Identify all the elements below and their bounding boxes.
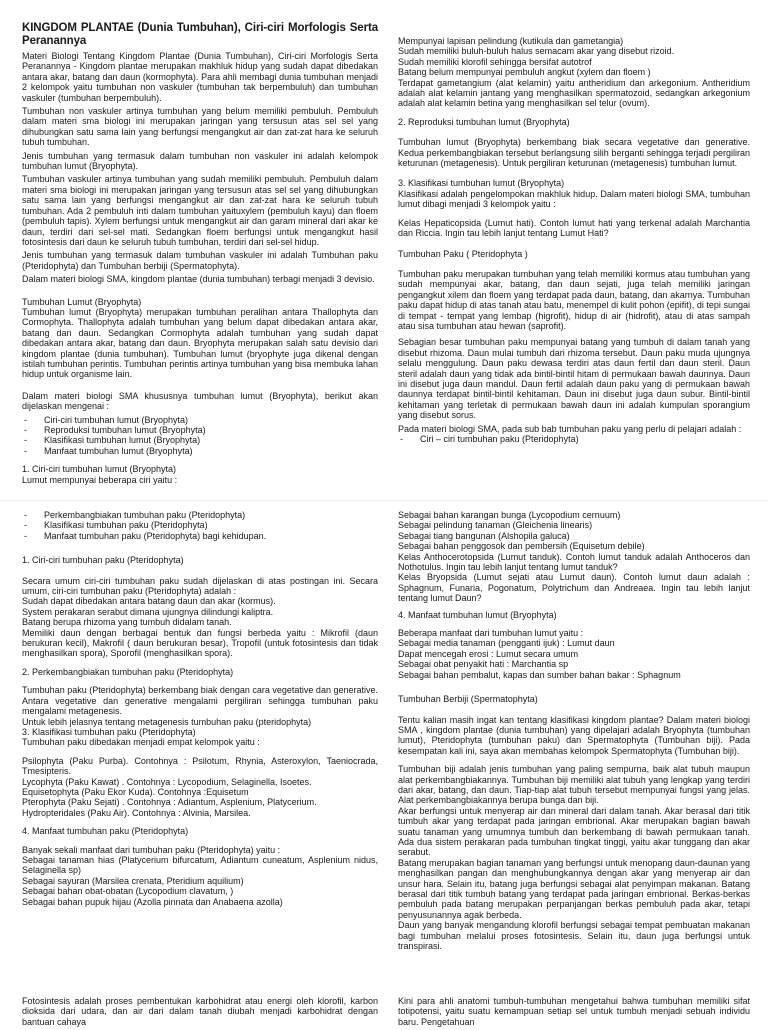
vascular-paragraph: Tumbuhan vaskuler artinya tumbuhan yang sudah memiliki pembuluh. Pembuluh dalam materi sma biologi ini merupakan jaringan yang tersusun atas sel sel yang dihubungkan satu sama lain yang berfungsi mengangkut air dan zat-zat hara ke seluruh tubuh tumbuhan. Ada 2 pembuluh inti dalam tumbuhan yaituxylem (pembuluh kayu) dan floem (pembuluh tapis). Xylem berfungsi untuk mengangkut air dan garam mineral dari akar ke daun, terdiri dari sel-sel mati. Sedangkan floem berfungsi untuk mengangkut hasil fotosintesis dari daun ke seluruh tubuh tumbuhan, terdiri dari sel-sel hidup. xyxy=(22,174,378,247)
page2-right-column xyxy=(398,510,750,954)
page3-left-column xyxy=(22,996,378,1030)
list-item: - Perkembangbiakan tumbuhan paku (Pteridophyta) xyxy=(22,510,378,520)
nonvascular-types-paragraph: Jenis tumbuhan yang termasuk dalam tumbuhan non vaskuler ini adalah kelompok tumbuhan lumut (Bryophyta). xyxy=(22,150,378,172)
hepaticopsida-paragraph: Kelas Hepaticopsida (Lumut hati). Contoh lumut hati yang terkenal adalah Marchantia dan Riccia. Ingin tau lebih lanjut tentang Lumut Hati? xyxy=(398,217,750,239)
bryopsida-paragraph: Kelas Bryopsida (Lumut sejati atau Lumut daun). Contoh lumut daun adalah : Sphagnum, Funaria, Pogonatum, Polytrichum dan Andreaea. Ingin tau lebih lanjut tentang lumut Daun? xyxy=(398,572,750,604)
list-item: Sebagai bahan pupuk hijau (Azolla pinnata dan Anabaena azolla) xyxy=(22,896,283,907)
list-item: Dapat mencegah erosi : Lumut secara umum xyxy=(398,648,579,659)
list-item: Sebagai tanaman hias (Platycerium bifurcatum, Adiantum cuneatum, Asplenium nidus, Selaginella sp) xyxy=(22,854,378,876)
list-item: Sebagai bahan pembalut, kapas dan sumber bahan bakar : Sphagnum xyxy=(398,669,681,680)
division-paragraph: Dalam materi biologi SMA, kingdom plantae (dunia tumbuhan) terbagi menjadi 3 devisio. xyxy=(22,274,375,285)
moss-traits-heading: 1. Ciri-ciri tumbuhan lumut (Bryophyta) xyxy=(22,464,177,475)
fern-benefits-continued xyxy=(398,510,750,552)
list-item: Sebagai obat penyakit hati : Marchantia sp xyxy=(398,659,569,670)
list-item: Beberapa manfaat dari tumbuhan lumut yaitu : xyxy=(398,628,584,639)
leaf-paragraph: Daun yang banyak mengandung klorofil berfungsi sebagai tempat pembuatan makanan bagi tumbuhan melalui proses fotosintesis. Selain itu, daun juga berfungsi untuk transpirasi. xyxy=(398,920,750,952)
stem-paragraph: Batang merupakan bagian tanaman yang berfungsi untuk menopang daun-daunan yang menghasilkan pangan dan menghubungkannya dengan akar yang menyerap air dan unsur hara. Selain itu, batang juga berfungsi sebagai alat penyimpan makanan. Batang berasal dari titik tumbuh batang yang terdapat pada jaringan embrional. Berkas-berkas pembuluh pada batang merupakan perpanjangan berkas pembuluh pada akar, tetapi penyusunannya agak berbeda. xyxy=(398,857,750,920)
fern-reproduction-paragraph: Tumbuhan paku (Pteridophyta) berkembang biak dengan cara vegetative dan generative. Antara vegetative dan generative mengalami pergiliran sehingga tumbuhan paku mengalami metagenesis. xyxy=(22,685,378,717)
fern-reproduction-heading: 2. Perkembangbiakan tumbuhan paku (Pteridophyta) xyxy=(22,666,234,677)
list-item: Equisetophyta (Paku Ekor Kuda). Contohnya :Equisetum xyxy=(22,786,249,797)
seed-plants-description: Tumbuhan biji adalah jenis tumbuhan yang paling sempurna, baik alat tubuh maupun alat perkembangbiakannya. Tumbuhan biji memiliki alat tubuh yang lengkap yang terdiri dari akar, batang, dan daun. Tiap-tiap alat tubuh tersebut mempunyai fungsi yang jelas. Alat perkembangbiakannya berupa bunga dan biji. xyxy=(398,764,750,806)
list-item: - Klasifikasi tumbuhan paku (Pteridophyta) xyxy=(22,520,378,530)
gametangium-paragraph: Terdapat gametangium (alat kelamin) yaitu antheridium dan arkegonium. Antheridium adalah alat kelamin jantang yang menghasilkan spermatozoid, sedangkan arkegonium adalah alat kelamin betina yang menghasilkan sel telur (ovum). xyxy=(398,77,750,109)
list-item: Sebagai bahan obat-obatan (Lycopodium clavatum, ) xyxy=(22,886,234,897)
page-divider xyxy=(0,500,768,501)
moss-topics-intro: Dalam materi biologi SMA khususnya tumbuhan lumut (Bryophyta), berikut akan dijelaskan mengenai : xyxy=(22,390,378,412)
fern-classification-heading: 3. Klasifikasi tumbuhan paku (Pteridophyta) xyxy=(22,726,196,737)
seed-plants-heading: Tumbuhan Berbiji (Spermatophyta) xyxy=(398,694,538,705)
fern-morphology: Sebagian besar tumbuhan paku mempunyai batang yang tumbuh di dalam tanah yang disebut rhizoma. Daun mulai tumbuh dari rhizoma tersebut. Daun paku muda ujungnya selalu menggulung. Daun paku dewasa terdiri atas daun fertil dan daun steril. Daun steril adalah daun yang tidak ada bintil-bintil hitam di permukaan bawah daunnya. Daun ini disebut juga daun mandul. Daun fertil adalah daun paku yang di permukaan bawah daunnya terdapat bintil-bintil kehitaman. Daun ini disebut juga daun subur. Bintil-bintil kehitaman yang terletak di permukaan bawah daun ini adalah kumpulan sporangium yang disebut sorus. xyxy=(398,337,750,421)
list-item: - Manfaat tumbuhan paku (Pteridophyta) bagi kehidupan. xyxy=(22,531,378,541)
moss-reproduction-heading: 2. Reproduksi tumbuhan lumut (Bryophyta) xyxy=(398,116,570,127)
nonvascular-paragraph: Tumbuhan non vaskuler artinya tumbuhan yang belum memiliki pembuluh. Pembuluh dalam materi sma biologi ini merupakan jaringan yang tersusun atas sel sel yang dihubungkan satu sama lain yang berfungsi mengangkut air dan zat-zat hara ke seluruh tubuh tumbuhan. xyxy=(22,106,378,148)
list-item: Sudah memiliki klorofil sehingga bersifat autotrof xyxy=(398,56,592,67)
fern-benefits-heading: 4. Manfaat tumbuhan paku (Pteridophyta) xyxy=(22,826,189,837)
fern-classification-list xyxy=(22,756,378,818)
fern-benefits-intro: Banyak sekali manfaat dari tumbuhan paku (Pteridophyta) yaitu : xyxy=(22,844,281,855)
fern-subtopics-intro: Pada materi biologi SMA, pada sub bab tumbuhan paku yang perlu di pelajari adalah : xyxy=(398,423,742,434)
moss-traits-list xyxy=(398,36,750,78)
moss-reproduction-paragraph: Tumbuhan lumut (Bryophyta) berkembang biak secara vegetative dan generative. Kedua perkembangbiakan tersebut berlangsung silih berganti sehingga terjadi pergiliran keturunan (metagenesis). Untuk pergiliran keturunan (metagenesis) tumbuhan lumut. xyxy=(398,137,750,169)
totipotency-paragraph: Kini para ahli anatomi tumbuh-tumbuhan mengetahui bahwa tumbuhan memiliki sifat totipotensi, yaitu suatu kemampuan setiap sel untuk tumbuh menjadi sebuah individu baru. Pengetahuan xyxy=(398,996,750,1027)
list-item: Sebagai tiang bangunan (Alshopila galuca) xyxy=(398,530,570,541)
fern-benefits-list xyxy=(22,855,378,907)
list-item: - Ciri-ciri tumbuhan lumut (Bryophyta) xyxy=(22,415,378,425)
root-paragraph: Akar berfungsi untuk menyerap air dan mineral dari dalam tanah. Akar berasal dari titik tumbuh akar yang terdapat pada jaringan embrional. Akar merupakan bagian bawah suatu tanaman yang umumnya tumbuh dan berkembang di bawah permukaan tanah. Ada dua sistem perakaran pada tumbuhan tingkat tinggi, yaitu akar tunggang dan akar serabut. xyxy=(398,805,750,858)
page1-left-column xyxy=(22,22,378,488)
moss-description: Tumbuhan lumut (Bryophyta) merupakan tumbuhan peralihan antara Thallophyta dan Cormophyta. Thallophyta adalah tumbuhan yang belum dapat dibedakan antara akar, batang dan daun. Sedangkan Cormophyta adalah tumbuhan yang sudah dapat dibedakan antara akar, batang dan daun. Bryophyta merupakan salah satu devisio dari kingdom plantae (dunia tumbuhan). Tumbuhan lumut (bryophyte juga dikenal dengan istilah tumbuhan perintis. Tumbuhan perintis artinya tumbuhan yang bisa membuka lahan hidup untuk organisme lain. xyxy=(22,306,378,380)
photosynthesis-paragraph: Fotosintesis adalah proses pembentukan karbohidrat atau energi oleh klorofil, karbon dioksida dari udara, dan air dari dalam tanah diubah menjadi karbohidrat dengan bantuan cahaya xyxy=(22,996,378,1027)
moss-benefits-list xyxy=(398,628,750,680)
fern-classification-intro: Tumbuhan paku dibedakan menjadi empat kelompok yaitu : xyxy=(22,737,260,748)
fern-subtopics-list xyxy=(398,434,750,444)
list-item: Sudah dapat dibedakan antara batang daun dan akar (kormus). xyxy=(22,596,276,607)
moss-topics-list xyxy=(22,415,378,457)
moss-traits-intro: Lumut mempunyai beberapa ciri yaitu : xyxy=(22,474,178,485)
list-item: Mempunyai lapisan pelindung (kutikula dan gametangia) xyxy=(398,36,624,46)
list-item: Batang berupa rhizoma yang tumbuh didalam tanah. xyxy=(22,617,232,628)
list-item: Sebagai pelindung tanaman (Gleichenia linearis) xyxy=(398,520,593,531)
moss-heading: Tumbuhan Lumut (Bryophyta) xyxy=(22,296,142,307)
list-item: Sebagai bahan karangan bunga (Lycopodium cernuum) xyxy=(398,510,621,520)
fern-heading: Tumbuhan Paku ( Pteridophyta ) xyxy=(398,248,528,259)
list-item: Sebagai media tanaman (pengganti ijuk) : Lumut daun xyxy=(398,638,615,649)
moss-benefits-heading: 4. Manfaat tumbuhan lumut (Bryophyta) xyxy=(398,609,557,620)
fern-traits-intro: Secara umum ciri-ciri tumbuhan paku sudah dijelaskan di atas postingan ini. Secara umum, ciri-ciri tumbuhan paku (Pteridophyta) adalah : xyxy=(22,575,378,597)
vascular-types-paragraph: Jenis tumbuhan yang termasuk dalam tumbuhan vaskuler ini adalah Tumbuhan paku (Pteridophyta) dan Tumbuhan berbiji (Spermatophyta). xyxy=(22,250,378,271)
list-item: Sebagai bahan penggosok dan pembersih (Equisetum debile) xyxy=(398,541,645,552)
page2-left-column xyxy=(22,510,378,907)
list-item: Lycophyta (Paku Kawat) . Contohnya : Lycopodium, Selaginella, Isoetes. xyxy=(22,776,312,787)
list-item: - Manfaat tumbuhan lumut (Bryophyta) xyxy=(22,446,378,456)
fern-traits-heading: 1. Ciri-ciri tumbuhan paku (Pteridophyta) xyxy=(22,555,184,566)
list-item: Hydropteridales (Paku Air). Contohnya : Alvinia, Marsilea. xyxy=(22,807,251,818)
list-item: Batang belum mempunyai pembuluh angkut (xylem dan floem ) xyxy=(398,67,651,78)
list-item: Psilophyta (Paku Purba). Contohnya : Psilotum, Rhynia, Asteroxylon, Taeniocrada, Tmesipteris. xyxy=(22,755,378,777)
list-item: - Reproduksi tumbuhan lumut (Bryophyta) xyxy=(22,425,378,435)
fern-subtopics-continued xyxy=(22,510,378,541)
document-title: KINGDOM PLANTAE (Dunia Tumbuhan), Ciri-ciri Morfologis Serta Peranannya xyxy=(22,22,378,47)
list-item: - Ciri – ciri tumbuhan paku (Pteridophyta) xyxy=(398,434,750,444)
list-item: Sebagai sayuran (Marsilea crenata, Pteridium aquilium) xyxy=(22,875,244,886)
fern-traits-list xyxy=(22,596,378,658)
intro-paragraph: Materi Biologi Tentang Kingdom Plantae (Dunia Tumbuhan), Ciri-ciri Morfologis Serta Peranannya - Kingdom plantae merupakan makhluk hidup yang sudah dapat dibedakan antara akar, batang dan daun (kormophyta). Para ahli membagi dunia tumbuhan menjadi 2 kelompok yaitu tumbuhan non vaskuler (tumbuhan tak berpembuluh) dan tumbuhan vaskuler (tumbuhan berpembuluh). xyxy=(22,51,378,103)
moss-classification-heading: 3. Klasifikasi tumbuhan lumut (Bryophyta) xyxy=(398,178,565,189)
fern-description: Tumbuhan paku merupakan tumbuhan yang telah memiliki kormus atau tumbuhan yang sudah mempunyai akar, batang, dan daun sejati, juga telah memiliki jaringan pengangkut xilem dan floem yang terdapat pada daun, batang, dan akarnya. Tumbuhan paku dapat hidup di atas tanah atau batu, menempel di kulit pohon (epifit), di tepi sungai di tempat - tempat yang lembap (higrofit), hidup di air (hidrofit), atau di atas sampah atau sisa tumbuhan atau hewan (saprofit). xyxy=(398,268,750,331)
list-item: Sudah memiliki buluh-buluh halus semacam akar yang disebut rizoid. xyxy=(398,46,675,57)
list-item: Pterophyta (Paku Sejati) . Contohnya : Adiantum, Asplenium, Platycerium. xyxy=(22,797,317,808)
fern-metagenesis-line: Untuk lebih jelasnya tentang metagenesis tumbuhan paku (pteridophyta) xyxy=(22,716,312,727)
list-item: System perakaran serabut dimana ujungnya dilindungi kaliptra. xyxy=(22,606,274,617)
page3-right-column xyxy=(398,996,750,1030)
anthocerotopsida-paragraph: Kelas Anthocerotopsida (Lumut tanduk). Contoh lumut tanduk adalah Anthoceros dan Nothotulus. Ingin tau lebih lanjut tentang lumut tanduk? xyxy=(398,551,750,573)
seed-plants-intro: Tentu kalian masih ingat kan tentang klasifikasi kingdom plantae? Dalam materi biologi SMA , kingdom plantae (dunia tumbuhan) yang dipelajari adalah Bryophyta (tumbuhan lumut), Pteridophyta (tumbuhan paku) dan Spermatophyta (Tumbuhan biji). Pada kesempatan kali ini, saya akan membahas kelompok Spermatophyta (Tumbuhan biji). xyxy=(398,714,750,756)
list-item: Memiliki daun dengan berbagai bentuk dan fungsi berbeda yaitu : Mikrofil (daun berukuran kecil), Makrofil ( daun berukuran besar), Tropofil (untuk fotosintesis dan tidak menghasilkan spora), Sporofil (menghasilkan spora). xyxy=(22,627,378,659)
page1-right-column xyxy=(398,36,750,447)
list-item: - Klasifikasi tumbuhan lumut (Bryophyta) xyxy=(22,435,378,445)
moss-classification-paragraph: Klasifikasi adalah pengelompokan makhluk hidup. Dalam materi biologi SMA, tumbuhan lumut dibagi menjadi 3 kelompok yaitu : xyxy=(398,188,750,210)
